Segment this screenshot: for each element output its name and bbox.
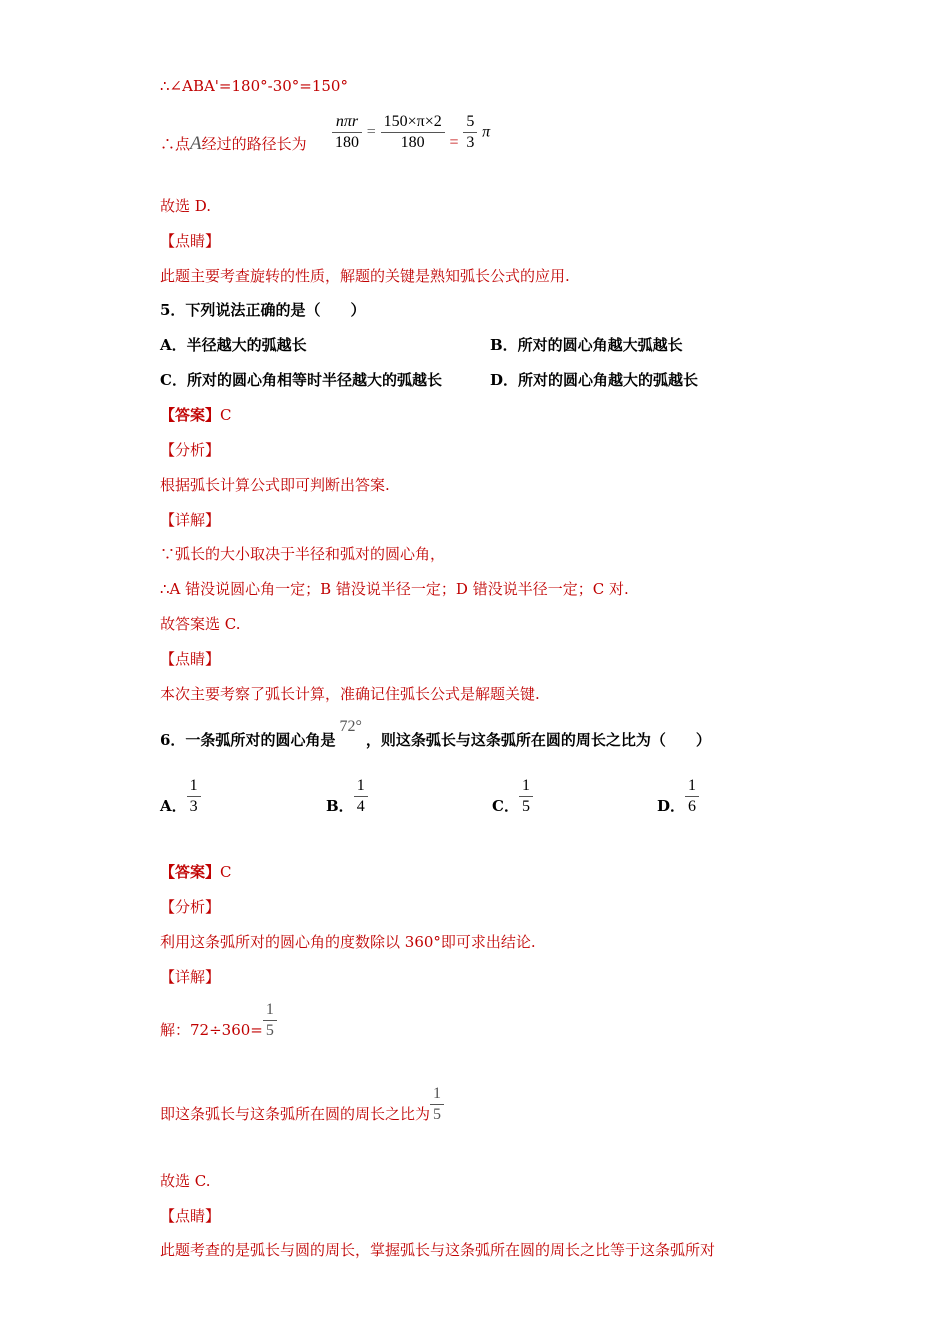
q5-detail-label: 【详解】 [160, 511, 221, 529]
option-label: C． [492, 796, 519, 815]
point-a-symbol: A [190, 133, 202, 154]
option-denominator: 5 [521, 798, 530, 815]
option-denominator: 6 [688, 798, 697, 815]
option-denominator: 3 [189, 798, 198, 815]
answer-label: 【答案】 [160, 406, 221, 424]
formula-denominator-1: 180 [335, 134, 359, 151]
q5-detail-2: ∴A 错没说圆心角一定；B 错没说半径一定；D 错没说半径一定；C 对. [160, 580, 629, 598]
option-label: B． [326, 796, 354, 815]
calc-prefix: 解：72÷360= [160, 1020, 263, 1039]
ratio-text: 即这条弧长与这条弧所在圆的周长之比为 [160, 1104, 431, 1123]
equals-sign: = [366, 123, 376, 141]
option-label: A． [160, 796, 187, 815]
q6-angle: 72° [339, 718, 362, 735]
formula-numerator-1: nπr [335, 113, 359, 130]
q6-answer [160, 862, 232, 882]
q6-ratio-line [160, 1084, 444, 1125]
option-numerator: 1 [521, 777, 530, 794]
q5-comment-label: 【点睛】 [160, 650, 221, 668]
option-numerator: 1 [356, 777, 365, 794]
ratio-fraction [430, 1084, 444, 1125]
q5-choice: 故答案选 C. [160, 615, 241, 633]
q5-option-b: B．所对的圆心角越大弧越长 [490, 336, 683, 354]
q6-detail-calc [160, 1000, 277, 1041]
path-length-text: 经过的路径长为 [201, 135, 307, 153]
q5-option-a: A．半径越大的弧越长 [160, 336, 307, 354]
calc-denominator: 5 [265, 1022, 274, 1039]
calc-numerator: 1 [265, 1001, 274, 1018]
calc-fraction [263, 1000, 277, 1041]
answer-value: C [220, 863, 232, 881]
q6-comment: 此题考查的是弧长与圆的周长，掌握弧长与这条弧所在圆的周长之比等于这条弧所对 [160, 1241, 716, 1259]
answer-label: 【答案】 [160, 863, 221, 881]
answer-value: C [220, 406, 232, 424]
pi-symbol: π [482, 123, 491, 141]
option-fraction [354, 776, 368, 817]
formula-fraction-2 [381, 112, 445, 153]
ratio-denominator: 5 [433, 1106, 442, 1123]
option-numerator: 1 [688, 777, 697, 794]
q5-stem: 5．下列说法正确的是（ ） [160, 301, 366, 319]
q5-answer [160, 405, 232, 425]
q6-choice: 故选 C. [160, 1172, 211, 1190]
q5-option-d: D．所对的圆心角越大的弧越长 [490, 371, 699, 389]
q6-comment-label: 【点睛】 [160, 1207, 221, 1225]
prev-comment: 此题主要考查旋转的性质，解题的关键是熟知弧长公式的应用. [160, 267, 570, 285]
option-fraction [685, 776, 699, 817]
q6-option-d [657, 776, 699, 817]
option-fraction [187, 776, 201, 817]
q6-stem-part-a: 6．一条弧所对的圆心角是 [160, 731, 336, 749]
option-label: D． [657, 796, 686, 815]
equals-sign-red: = [449, 133, 459, 151]
option-numerator: 1 [189, 777, 198, 794]
formula-numerator-2: 150×π×2 [383, 113, 442, 130]
q6-option-a [160, 776, 201, 817]
q6-option-c [492, 776, 533, 817]
q5-option-c: C．所对的圆心角相等时半径越大的弧越长 [160, 371, 442, 389]
formula-fraction-1 [332, 112, 362, 153]
q6-option-b [326, 776, 368, 817]
q5-analysis: 根据弧长计算公式即可判断出答案. [160, 476, 390, 494]
prev-choice: 故选 D. [160, 197, 212, 215]
therefore-point-text: ∴点 [160, 135, 191, 153]
angle-result-line: ∴∠ABA'=180°-30°=150° [160, 77, 348, 95]
q5-comment: 本次主要考察了弧长计算，准确记住弧长公式是解题关键. [160, 685, 540, 703]
option-denominator: 4 [356, 798, 365, 815]
ratio-numerator: 1 [433, 1085, 442, 1102]
q5-detail-1: ∵弧长的大小取决于半径和弧对的圆心角， [160, 545, 446, 563]
q6-stem [160, 718, 711, 751]
q6-detail-label: 【详解】 [160, 968, 221, 986]
formula-fraction-3 [463, 112, 477, 153]
q6-analysis: 利用这条弧所对的圆心角的度数除以 360°即可求出结论. [160, 933, 536, 951]
arc-length-formula [332, 112, 490, 153]
formula-denominator-3: 3 [466, 134, 475, 151]
q6-stem-part-b: ，则这条弧长与这条弧所在圆的周长之比为（ ） [365, 731, 711, 749]
formula-denominator-2: 180 [400, 134, 425, 151]
path-length-prefix [160, 134, 307, 154]
prev-comment-label: 【点睛】 [160, 232, 221, 250]
q5-analysis-label: 【分析】 [160, 441, 221, 459]
q6-analysis-label: 【分析】 [160, 898, 221, 916]
option-fraction [519, 776, 533, 817]
formula-numerator-3: 5 [466, 113, 475, 130]
